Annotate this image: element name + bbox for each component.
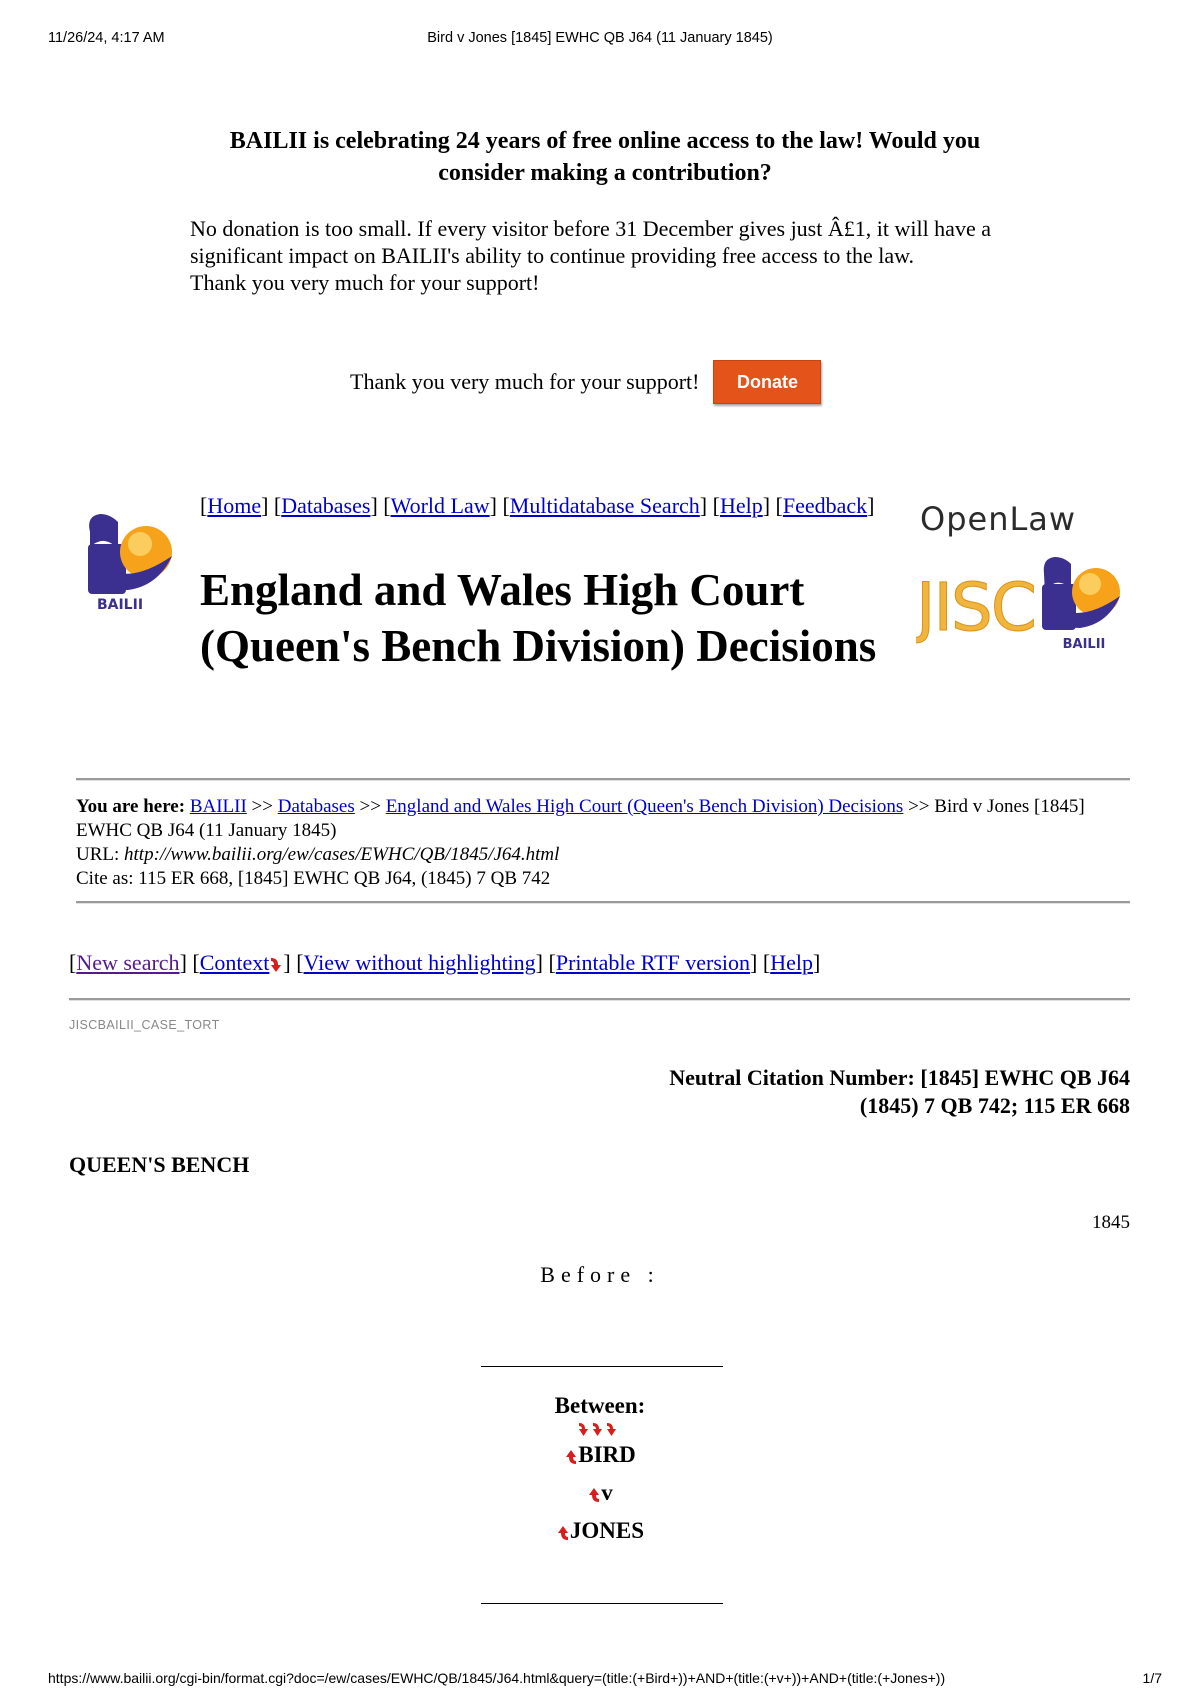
jisc-logo-icon xyxy=(916,552,1126,652)
view-without-highlighting-link[interactable]: View without highlighting xyxy=(303,950,536,975)
print-title: Bird v Jones [1845] EWHC QB J64 (11 January 1845) xyxy=(427,30,773,46)
cite-as: Cite as: 115 ER 668, [1845] EWHC QB J64, (1845) 7 QB 742 xyxy=(76,868,551,889)
between-label: Between: xyxy=(554,1393,646,1418)
jisc-bailii-logo[interactable] xyxy=(916,552,1126,657)
breadcrumb-label: You are here: xyxy=(76,796,186,817)
defendant-name: JONES xyxy=(569,1518,645,1543)
donation-thanks: Thank you very much for your support! xyxy=(350,369,700,394)
arrow-up-icon xyxy=(587,1487,601,1503)
nav-home[interactable]: Home xyxy=(207,493,262,518)
breadcrumb xyxy=(76,795,1116,891)
openlaw-logo-text: OpenLaw xyxy=(920,500,1077,538)
donation-cta xyxy=(350,360,821,404)
donate-button[interactable]: Donate xyxy=(713,360,821,404)
divider xyxy=(76,901,1130,904)
print-page-number: 1/7 xyxy=(1142,1670,1162,1686)
context-link-label: Context xyxy=(199,950,270,975)
breadcrumb-current: Bird v Jones [1845] EWHC QB J64 (11 January 1845) xyxy=(76,796,1085,841)
neutral-citation-number: Neutral Citation Number: [1845] EWHC QB J64 xyxy=(669,1065,1130,1090)
jisc-logo-text: JISC xyxy=(916,569,1035,646)
help-link[interactable]: Help xyxy=(770,950,813,975)
bailii-logo[interactable] xyxy=(84,508,182,617)
highlight-arrows xyxy=(0,1418,1200,1436)
before-label: Before : xyxy=(540,1262,660,1287)
printable-rtf-link[interactable]: Printable RTF version xyxy=(555,950,751,975)
court-title: England and Wales High Court (Queen's Bench Division) Decisions xyxy=(200,565,877,671)
arrow-down-icon xyxy=(578,1422,622,1438)
breadcrumb-separator: >> xyxy=(251,796,273,817)
donation-thanks-line: Thank you very much for your support! xyxy=(190,270,540,295)
arrow-up-icon xyxy=(556,1525,570,1541)
divider xyxy=(481,1366,723,1367)
context-link[interactable] xyxy=(200,950,284,975)
donation-text: No donation is too small. If every visitor before 31 December gives just Â£1, it will have a significant impact on BAILII's ability to continue providing free access to the law. xyxy=(190,216,991,268)
breadcrumb-separator: >> xyxy=(359,796,381,817)
claimant xyxy=(0,1442,1200,1468)
openlaw-logo-icon xyxy=(918,500,1128,540)
defendant xyxy=(0,1518,1200,1544)
nav-help[interactable]: Help xyxy=(719,493,763,518)
court-name: QUEEN'S BENCH xyxy=(69,1152,250,1177)
breadcrumb-separator: >> xyxy=(908,796,930,817)
case-actions: [New search] [Context ] [View without highlighting] [Printable RTF version] [Help] xyxy=(69,950,821,975)
case-url: http://www.bailii.org/ew/cases/EWHC/QB/1845/J64.html xyxy=(124,844,560,865)
claimant-name: BIRD xyxy=(578,1442,636,1467)
divider xyxy=(69,998,1130,1001)
divider xyxy=(481,1603,723,1604)
neutral-citation xyxy=(669,1064,1130,1120)
arrow-up-icon xyxy=(564,1449,578,1465)
report-citations: (1845) 7 QB 742; 115 ER 668 xyxy=(859,1093,1130,1118)
url-label: URL: xyxy=(76,844,120,865)
arrow-down-icon xyxy=(269,957,283,973)
bailii-logo-text: BAILII xyxy=(96,597,144,612)
divider xyxy=(76,778,1130,781)
donation-title: BAILII is celebrating 24 years of free online access to the law! Would you consider making a contribution? xyxy=(229,128,981,186)
print-url: https://www.bailii.org/cgi-bin/format.cgi?doc=/ew/cases/EWHC/QB/1845/J64.html&query=(title:(+Bird+))+AND+(title:(+v+))+AND+(title:(+Jones+)) xyxy=(48,1670,946,1686)
openlaw-logo[interactable] xyxy=(918,500,1128,545)
donation-body xyxy=(190,215,1030,296)
versus xyxy=(0,1480,1200,1506)
case-category-tag: JISCBAILII_CASE_TORT xyxy=(69,1018,220,1032)
breadcrumb-bailii[interactable]: BAILII xyxy=(189,796,247,817)
breadcrumb-databases[interactable]: Databases xyxy=(277,796,355,817)
nav-world-law[interactable]: World Law xyxy=(390,493,490,518)
breadcrumb-court[interactable]: England and Wales High Court (Queen's Bench Division) Decisions xyxy=(385,796,904,817)
versus-label: v xyxy=(601,1480,613,1505)
nav-feedback[interactable]: Feedback xyxy=(782,493,868,518)
nav-multidatabase-search[interactable]: Multidatabase Search xyxy=(509,493,700,518)
nav-databases[interactable]: Databases xyxy=(281,493,371,518)
new-search-link[interactable]: New search xyxy=(76,950,180,975)
case-year: 1845 xyxy=(1092,1212,1130,1233)
print-timestamp: 11/26/24, 4:17 AM xyxy=(48,30,165,46)
top-nav: [Home] [Databases] [World Law] [Multidatabase Search] [Help] [Feedback] xyxy=(200,493,875,518)
bailii-logo-icon xyxy=(84,508,182,612)
bailii-small-logo-text: BAILII xyxy=(1062,637,1106,652)
